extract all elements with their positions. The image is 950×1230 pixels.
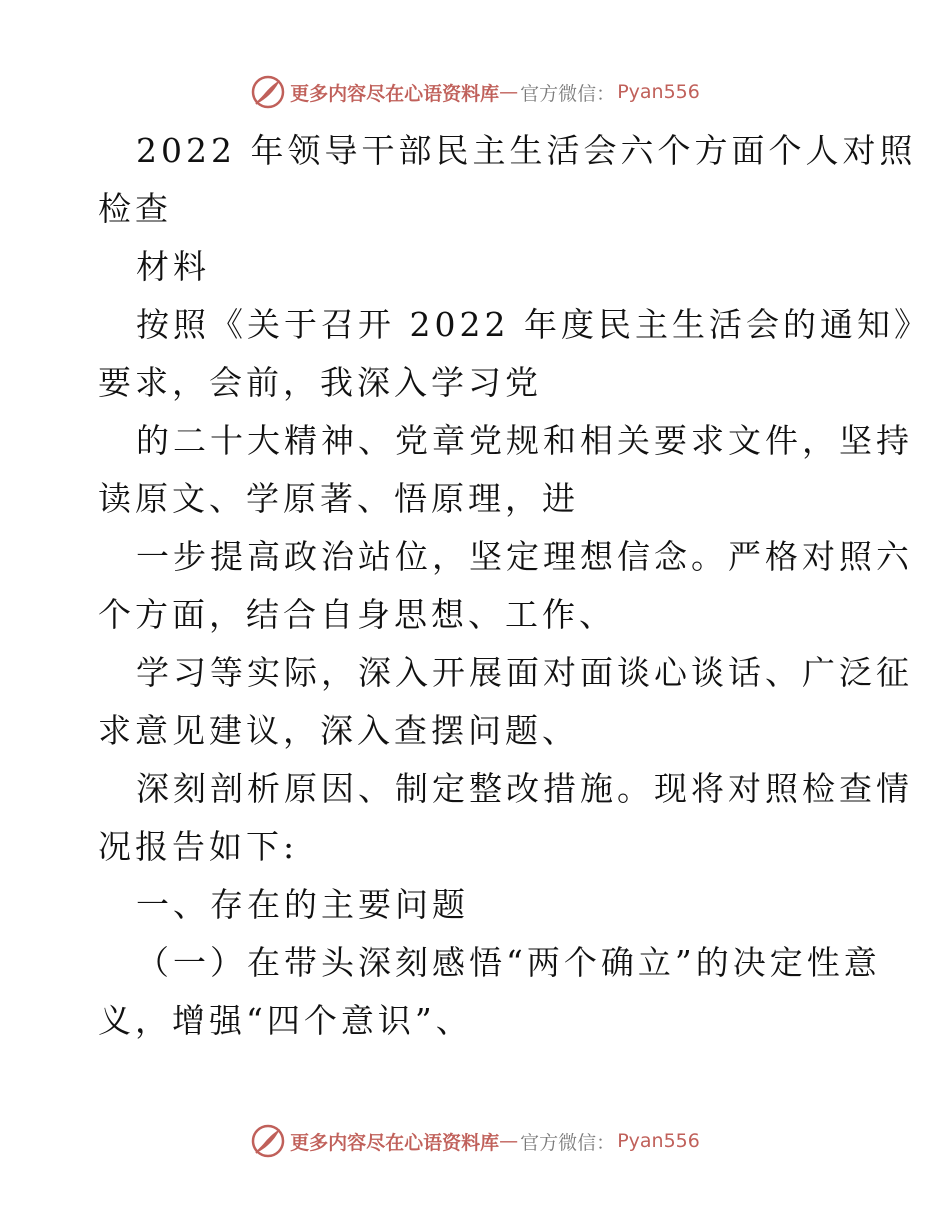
watermark-official-label: 官方微信： [520,1131,616,1154]
watermark-text: 更多内容尽在心语资料库 [290,1131,500,1154]
doc-paragraph-line: 的二十大精神、党章党规和相关要求文件，坚持 [136,421,913,460]
doc-title-line-1: 2022 年领导干部民主生活会六个方面个人对照 [136,131,917,170]
feather-quill-icon [250,74,286,110]
doc-paragraph-line: 一步提高政治站位，坚定理想信念。严格对照六 [136,537,913,576]
watermark-wechat-id: Pyan556 [617,81,700,103]
feather-quill-icon [250,1123,286,1159]
doc-paragraph-line: 况报告如下: [98,827,299,866]
doc-paragraph-line: 要求，会前，我深入学习党 [98,363,542,402]
document-body [98,122,931,1050]
doc-paragraph-line: 读原文、学原著、悟原理，进 [98,479,579,518]
doc-paragraph-line: 学习等实际，深入开展面对面谈心谈话、广泛征 [136,653,913,692]
doc-paragraph-line: 按照《关于召开 2022 年度民主生活会的通知》 [136,305,931,344]
doc-title-line-3: 材料 [136,247,210,286]
watermark-official-label: 官方微信： [520,82,616,105]
watermark-wechat-id: Pyan556 [617,1130,700,1152]
subsection-heading-line-1: （一）在带头深刻感悟“两个确立”的决定性意 [136,943,881,982]
watermark-footer [0,1121,950,1161]
doc-paragraph-line: 个方面，结合自身思想、工作、 [98,595,616,634]
watermark-text: 更多内容尽在心语资料库 [290,82,500,105]
watermark-dash: — [499,1130,519,1152]
subsection-heading-line-2: 义，增强“四个意识”、 [98,1001,473,1040]
watermark-dash: — [499,81,519,103]
doc-paragraph-line: 求意见建议，深入查摆问题、 [98,711,579,750]
watermark-header [0,72,950,112]
doc-paragraph-line: 深刻剖析原因、制定整改措施。现将对照检查情 [136,769,913,808]
doc-title-line-2: 检查 [98,189,172,228]
section-heading: 一、存在的主要问题 [136,885,469,924]
